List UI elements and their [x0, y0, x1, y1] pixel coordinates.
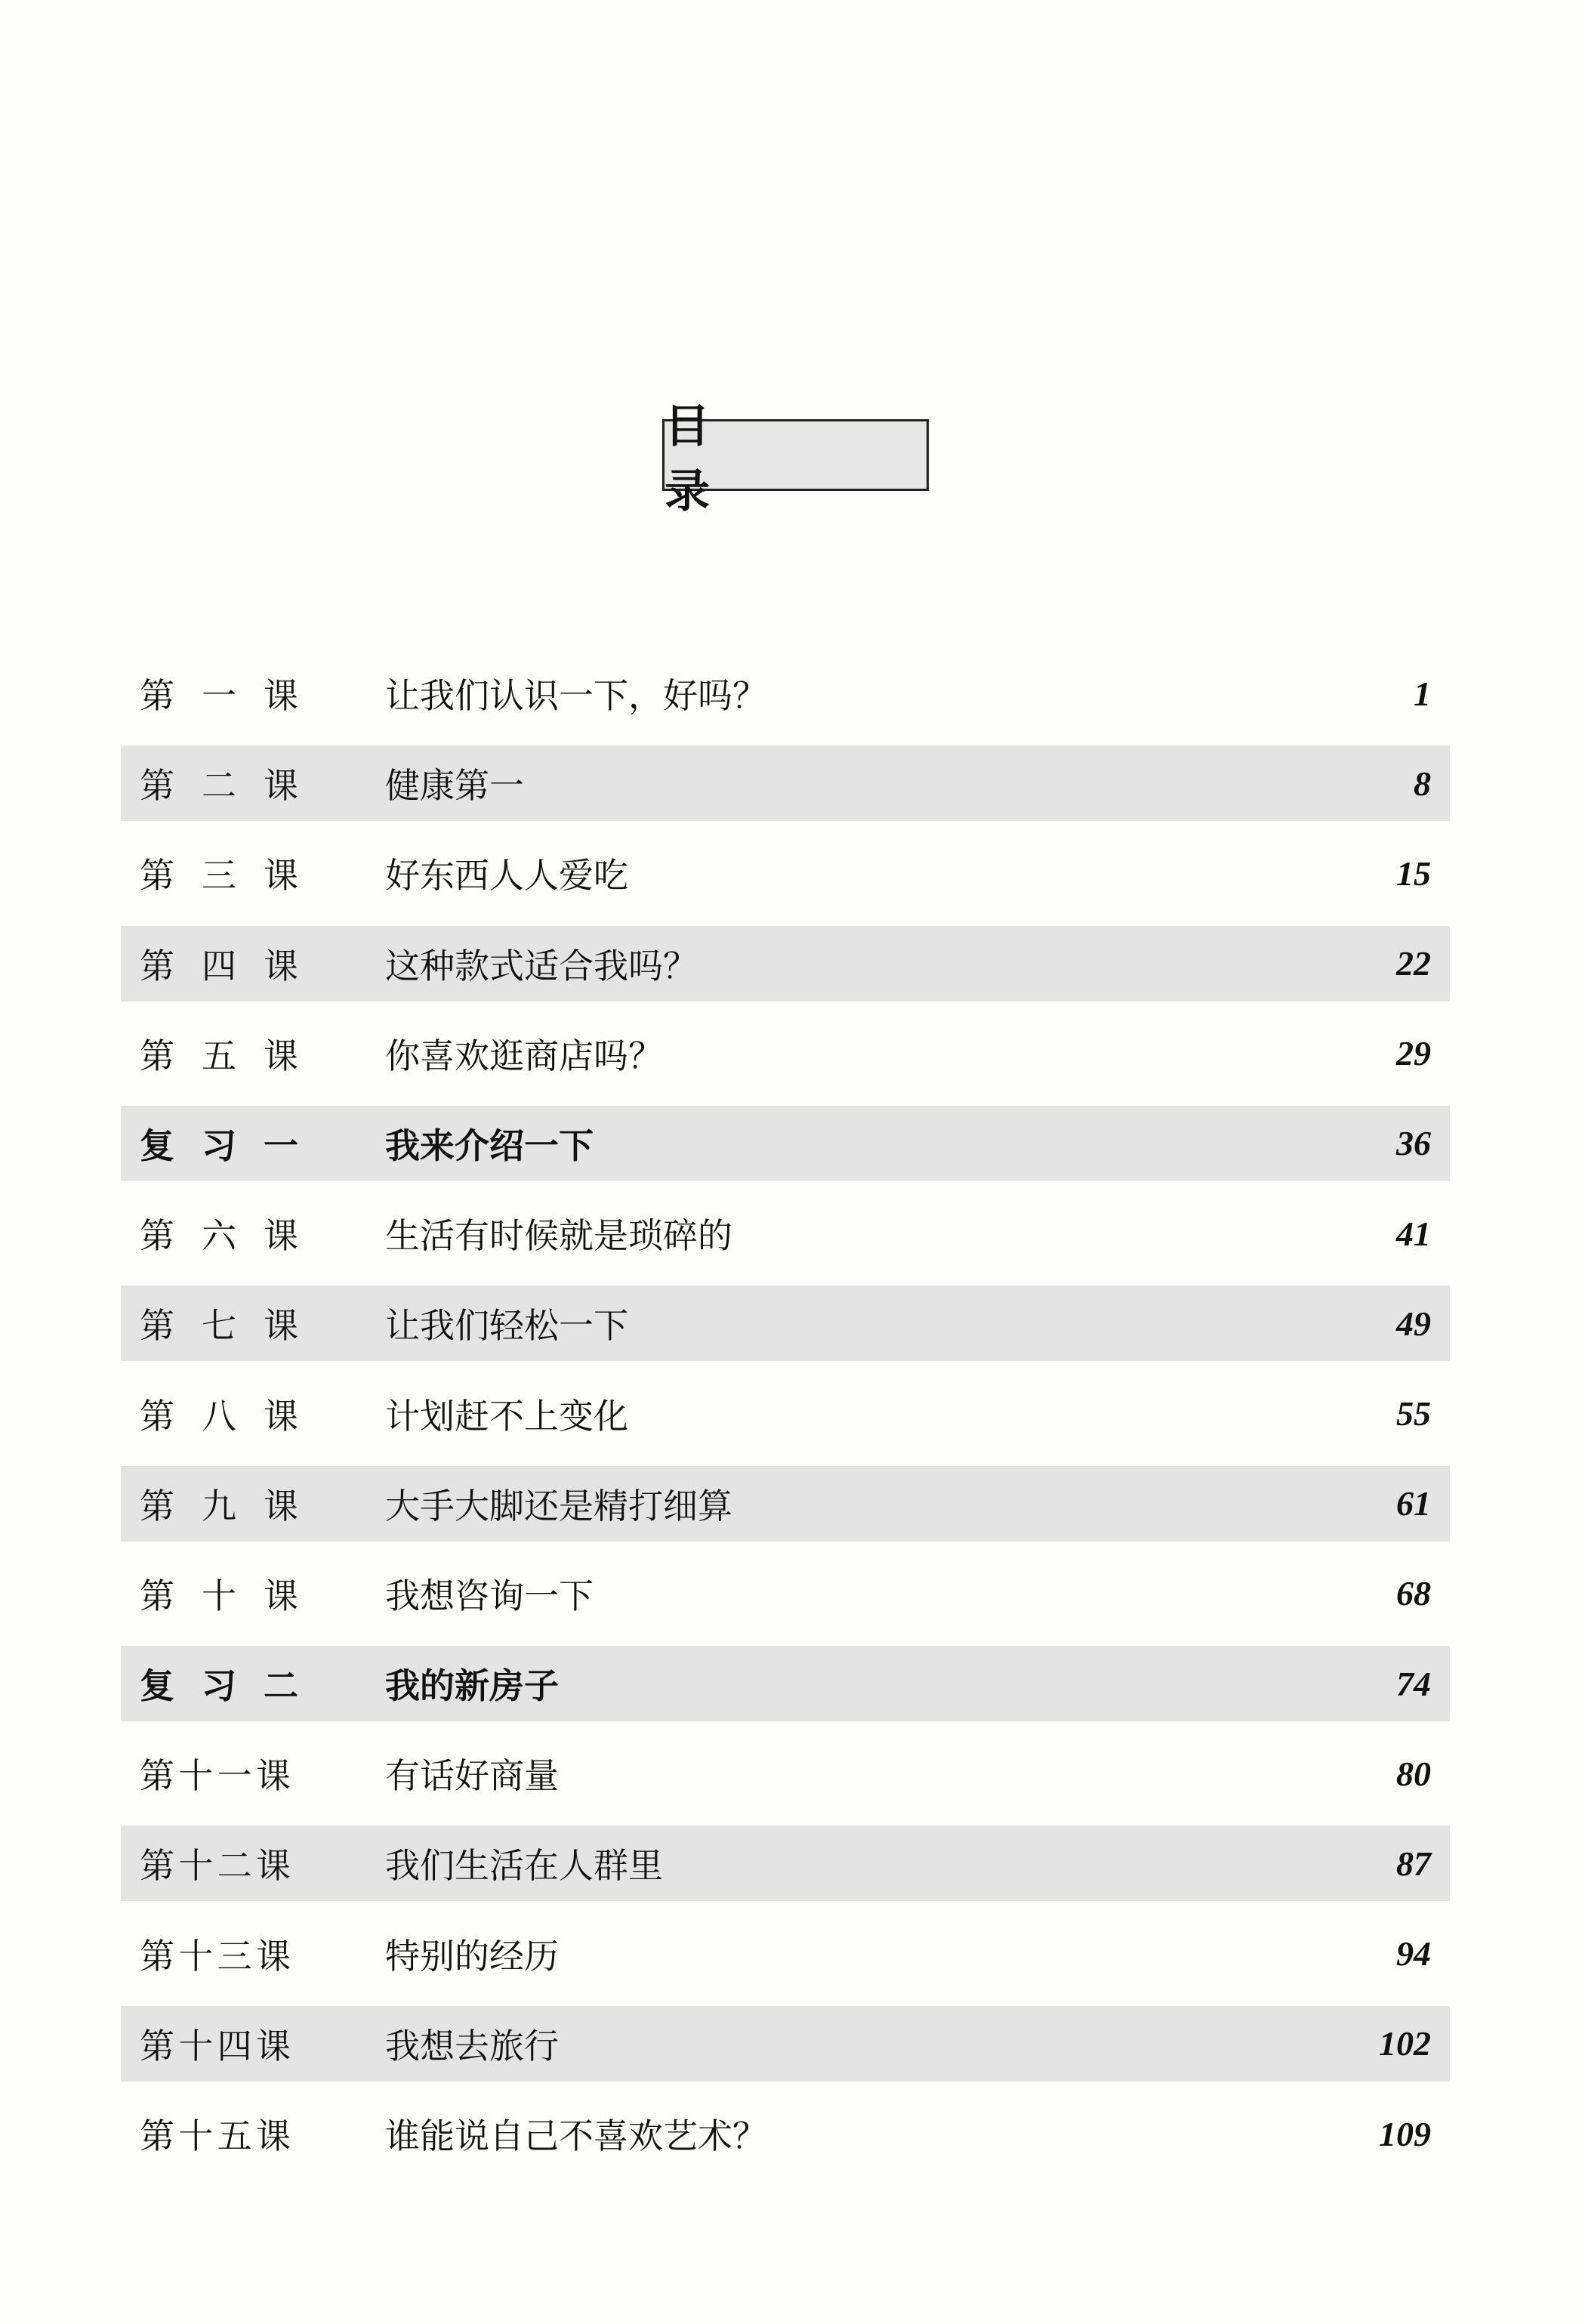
toc-lesson-label: 第三课: [140, 855, 298, 897]
toc-heading-box: [662, 400, 929, 518]
toc-row: [121, 745, 1450, 821]
toc-lesson-label: 复习一: [140, 1125, 298, 1166]
toc-lesson-title: 我的新房子: [385, 1665, 559, 1707]
toc-lesson-title: 你喜欢逛商店吗？: [385, 1035, 663, 1076]
toc-row: [121, 835, 1450, 911]
toc-lesson-label: 第十一课: [140, 1755, 291, 1797]
toc-row: [121, 1556, 1450, 1631]
toc-page-number: 94: [1396, 1934, 1431, 1974]
toc-page-number: 22: [1396, 944, 1431, 983]
toc-lesson-label: 第十课: [140, 1575, 298, 1616]
toc-lesson-label: 第十二课: [140, 1845, 291, 1887]
toc-lesson-label: 第十五课: [140, 2116, 291, 2156]
toc-page-number: 8: [1414, 764, 1431, 803]
toc-page-number: 55: [1396, 1394, 1431, 1433]
toc-page-number: 29: [1396, 1034, 1431, 1073]
toc-row: [121, 1196, 1450, 1271]
toc-lesson-label: 第十三课: [140, 1935, 291, 1977]
toc-lesson-title: 我来介绍一下: [385, 1125, 594, 1166]
toc-lesson-label: 复习二: [140, 1665, 298, 1707]
toc-lesson-title: 特别的经历: [385, 1935, 559, 1977]
toc-lesson-label: 第七课: [140, 1305, 298, 1347]
toc-lesson-title: 这种款式适合我吗？: [385, 945, 698, 986]
toc-lesson-label: 第二课: [140, 765, 298, 807]
toc-lesson-title: 谁能说自己不喜欢艺术？: [385, 2116, 767, 2156]
toc-row: [121, 1285, 1450, 1361]
toc-page-number: 49: [1396, 1304, 1431, 1343]
toc-lesson-label: 第一课: [140, 675, 298, 716]
toc-page-number: 41: [1396, 1214, 1431, 1253]
toc-row: [121, 1736, 1450, 1811]
toc-page-number: 15: [1396, 853, 1431, 893]
toc-page-number: 61: [1396, 1484, 1431, 1523]
toc-lesson-title: 有话好商量: [385, 1755, 559, 1797]
toc-lesson-title: 计划赶不上变化: [385, 1395, 628, 1437]
toc-page-number: 68: [1396, 1574, 1431, 1613]
toc-page-number: 80: [1396, 1754, 1431, 1793]
toc-row: [121, 1646, 1450, 1721]
toc-lesson-title: 让我们认识一下，好吗？: [385, 675, 767, 716]
toc-page-number: 36: [1396, 1124, 1431, 1163]
toc-row: [121, 1826, 1450, 1901]
toc-lesson-title: 健康第一: [385, 765, 524, 807]
table-of-contents: [121, 656, 1450, 2186]
toc-lesson-label: 第四课: [140, 945, 298, 986]
toc-lesson-title: 我想咨询一下: [385, 1575, 594, 1616]
toc-lesson-title: 让我们轻松一下: [385, 1305, 628, 1347]
toc-lesson-label: 第十四课: [140, 2025, 291, 2066]
toc-row: [121, 1376, 1450, 1452]
toc-lesson-title: 大手大脚还是精打细算: [385, 1485, 732, 1526]
toc-row: [121, 1466, 1450, 1542]
toc-lesson-label: 第八课: [140, 1395, 298, 1437]
toc-lesson-label: 第六课: [140, 1215, 298, 1257]
toc-lesson-title: 我想去旅行: [385, 2025, 559, 2066]
toc-page-number: 109: [1379, 2114, 1431, 2153]
toc-row: [121, 1016, 1450, 1091]
toc-row: [121, 1106, 1450, 1181]
toc-lesson-title: 生活有时候就是琐碎的: [385, 1215, 732, 1257]
toc-lesson-title: 我们生活在人群里: [385, 1845, 663, 1887]
toc-page-number: 74: [1396, 1664, 1431, 1703]
toc-row: [121, 1916, 1450, 1992]
toc-row: [121, 2096, 1450, 2171]
toc-page-number: 87: [1396, 1844, 1431, 1883]
toc-page-number: 102: [1379, 2024, 1431, 2063]
toc-lesson-label: 第九课: [140, 1485, 298, 1526]
toc-row: [121, 2006, 1450, 2082]
toc-row: [121, 656, 1450, 731]
toc-heading: 目 录: [665, 400, 823, 518]
toc-lesson-title: 好东西人人爱吃: [385, 855, 628, 897]
toc-lesson-label: 第五课: [140, 1035, 298, 1076]
toc-page-number: 1: [1414, 674, 1431, 713]
toc-row: [121, 926, 1450, 1002]
